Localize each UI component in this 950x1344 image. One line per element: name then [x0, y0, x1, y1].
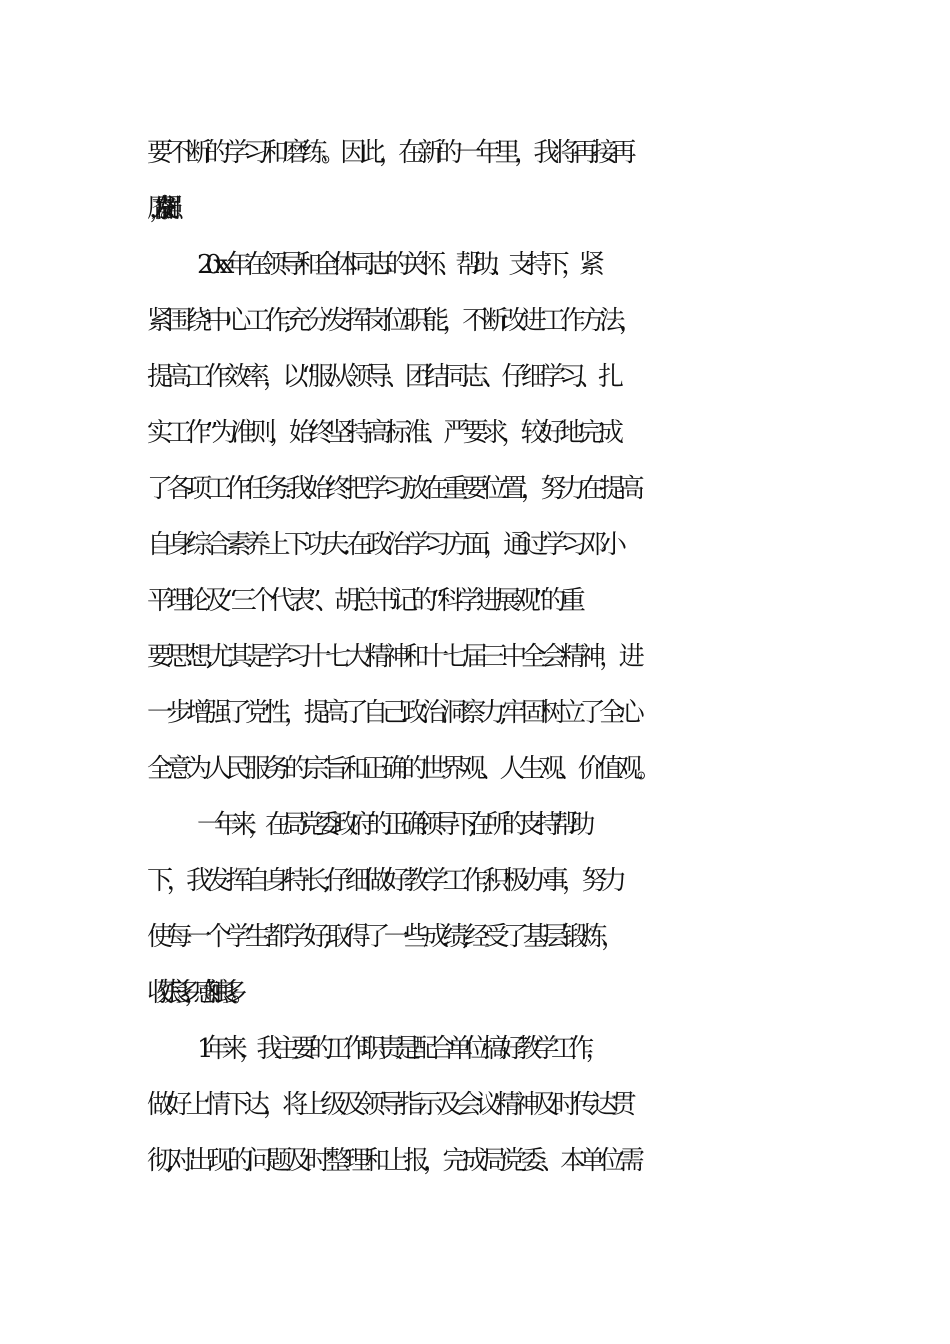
text-line: 使每一个学生都学好,取得了一些成绩,经受了基层锻炼， — [147, 922, 621, 952]
text-line: 收获良多，感触良多。 — [147, 978, 241, 1008]
text-line: 提高工作效率，以“服从领导、团结同志、仔细学习、扎 — [147, 362, 618, 392]
text-line: 下，我发挥自身特长,仔细做好教学工作,积极办事，努力 — [147, 866, 621, 896]
text-line: 彻,对出现的问题及时整理和上报，完成局党委、本单位需 — [147, 1146, 639, 1176]
text-line: 1 年来，我主要的工作职责是配合单位搞好教学工作， — [197, 1034, 603, 1064]
text-line: 紧围绕中心工作,充分发挥岗位职能，不断改进工作方法， — [147, 306, 639, 336]
text-line: 了各项工作任务.我始终把学习放在重要位置，努力在提高 — [147, 474, 639, 504]
text-line: 要不断的学习和磨练。因此，在新的一年里，我将再接再 — [147, 138, 631, 168]
text-line: 20xx 年在领导和全体同志的关怀、帮助、支持下，紧 — [197, 250, 597, 280]
text-line: 一年来，在局党委政府的正确领导下,在所的支持帮助 — [197, 810, 587, 840]
text-line: 厉，奋发图强。 — [147, 194, 162, 224]
text-line: 做好上情下达，将上级及领导指示及会议精神及时传达贯 — [147, 1090, 631, 1120]
text-line: 要思想,尤其是学习十七大精神和十七届三中全会精神，进 — [147, 642, 639, 672]
text-line: 一步增强了党性，提高了自己政治洞察力,牢固树立了全心 — [147, 698, 639, 728]
text-line: 平理论及“三个代表”、胡总书记的“科学进展观”的重 — [147, 586, 580, 616]
text-line: 实工作”为准则，始终坚持高标准、严要求，较好地完成 — [147, 418, 618, 448]
text-line: 自身综合素养上下功夫. 在政治学习方面，通过学习邓小 — [147, 530, 621, 560]
text-line: 全意为人民服务的宗旨和正确的世界观、人生观、价值观。 — [147, 754, 657, 784]
